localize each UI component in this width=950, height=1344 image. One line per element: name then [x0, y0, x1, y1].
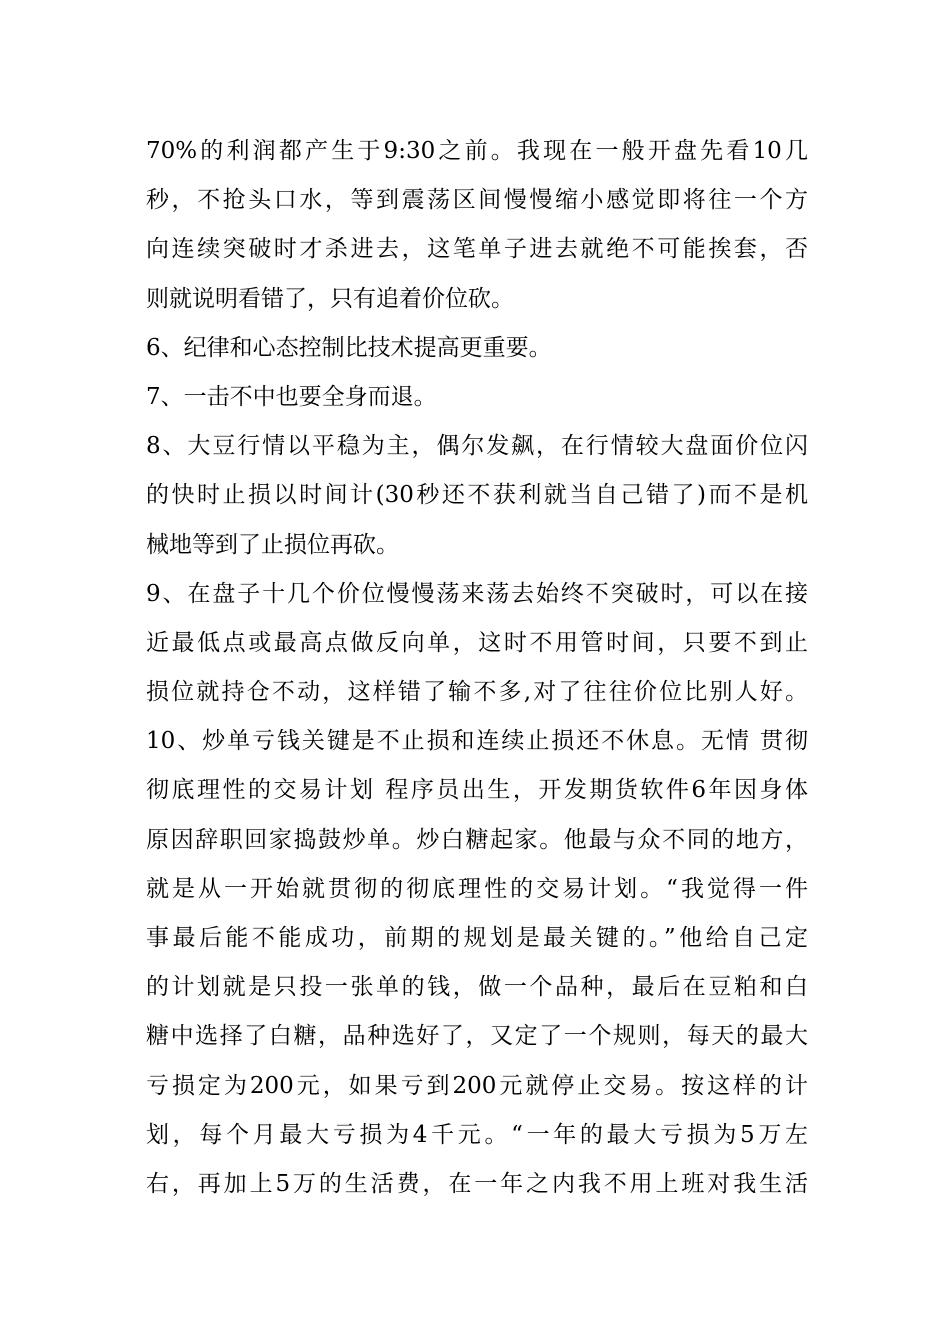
text-line: 事最后能不能成功，前期的规划是最关键的。”他给自己定 — [146, 925, 808, 951]
text-line: 损位就持仓不动，这样错了输不多,对了往往价位比别人好。 — [146, 679, 808, 706]
list-item-9: 9、在盘子十几个价位慢慢荡来荡去始终不突破时，可以在接 — [146, 580, 808, 607]
text-line: 原因辞职回家捣鼓炒单。炒白糖起家。他最与众不同的地方， — [146, 826, 808, 853]
text-line: 彻底理性的交易计划 程序员出生，开发期货软件6年因身体 — [146, 777, 808, 804]
list-item-7: 7、一击不中也要全身而退。 — [146, 383, 437, 410]
text-line: 的快时止损以时间计(30秒还不获利就当自己错了)而不是机 — [146, 482, 808, 509]
list-item-8: 8、大豆行情以平稳为主，偶尔发飙，在行情较大盘面价位闪 — [146, 433, 808, 460]
text-line: 右，再加上5万的生活费，在一年之内我不用上班对我生活 — [146, 1170, 808, 1197]
text-line: 近最低点或最高点做反向单，这时不用管时间，只要不到止 — [146, 629, 808, 656]
text-line: 划，每个月最大亏损为4千元。“一年的最大亏损为5万左 — [146, 1121, 808, 1148]
text-line: 向连续突破时才杀进去，这笔单子进去就绝不可能挨套，否 — [146, 236, 808, 263]
text-line: 70%的利润都产生于9:30之前。我现在一般开盘先看10几 — [146, 138, 808, 164]
text-line: 的计划就是只投一张单的钱，做一个品种，最后在豆粕和白 — [146, 974, 808, 1001]
text-line: 糖中选择了白糖，品种选好了，又定了一个规则，每天的最大 — [146, 1023, 808, 1050]
text-line: 亏损定为200元，如果亏到200元就停止交易。按这样的计 — [146, 1072, 808, 1099]
document-body — [146, 127, 808, 1209]
list-item-10: 10、炒单亏钱关键是不止损和连续止损还不休息。无情 贯彻 — [146, 728, 808, 755]
text-line: 秒，不抢头口水，等到震荡区间慢慢缩小感觉即将往一个方 — [146, 187, 808, 214]
list-item-6: 6、纪律和心态控制比技术提高更重要。 — [146, 334, 552, 361]
text-line: 就是从一开始就贯彻的彻底理性的交易计划。“我觉得一件 — [146, 875, 808, 902]
text-line: 械地等到了止损位再砍。 — [146, 531, 399, 558]
text-line: 则就说明看错了，只有追着价位砍。 — [146, 285, 514, 312]
